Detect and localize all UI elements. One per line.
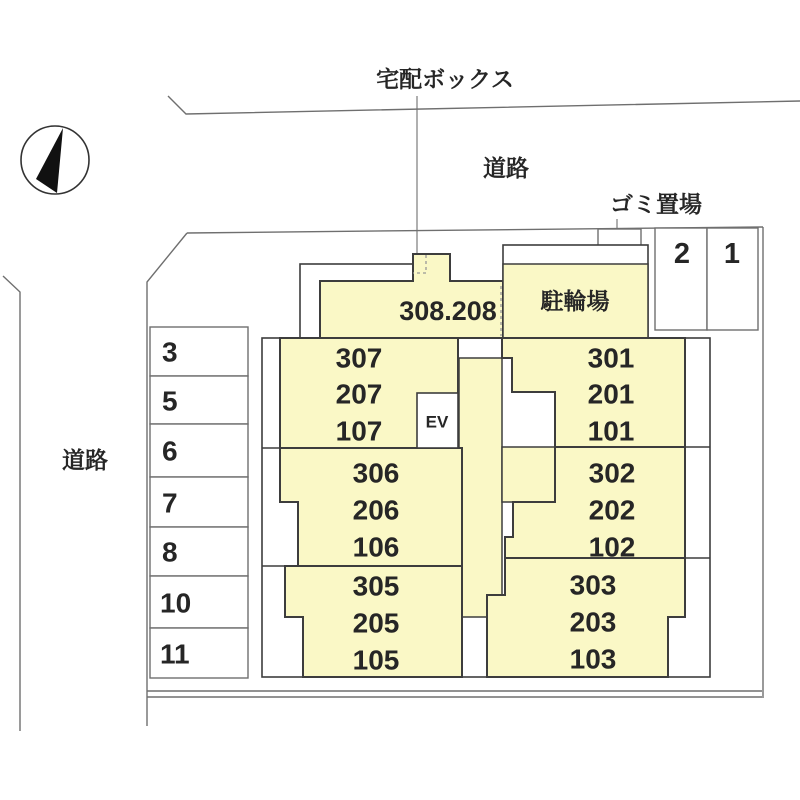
- parking-spot-number: 7: [162, 487, 178, 519]
- unit-number: 303: [569, 569, 617, 601]
- unit-number: 207: [335, 378, 383, 410]
- road-left-label: 道路: [62, 447, 108, 473]
- parking-area-right: [655, 228, 758, 330]
- unit-number: 205: [352, 607, 400, 639]
- corridor-core: [459, 358, 502, 617]
- unit-number: 301: [587, 342, 635, 374]
- delivery-box-label: 宅配ボックス: [376, 66, 514, 92]
- parking-spot-number: 8: [162, 536, 178, 568]
- unit-number: 105: [352, 644, 400, 676]
- parking-spot-number: 1: [723, 238, 741, 270]
- unit-number: 307: [335, 342, 383, 374]
- unit-number: 302: [588, 457, 636, 489]
- road-top-outer-line: [168, 96, 800, 114]
- unit-number: 101: [587, 415, 635, 447]
- road-top-label: 道路: [483, 155, 529, 181]
- unit-number: 206: [352, 494, 400, 526]
- unit-number: 202: [588, 494, 636, 526]
- parking-spot-number: 5: [162, 385, 178, 417]
- unit-number: 201: [587, 378, 635, 410]
- parking-spot-number: 3: [162, 336, 178, 368]
- road-left-outer-line: [3, 276, 20, 731]
- parking-area-left: [150, 327, 248, 678]
- unit-number: 203: [569, 606, 617, 638]
- parking-spot-number: 10: [160, 587, 192, 619]
- unit-number: 106: [352, 531, 400, 563]
- unit-number: 306: [352, 457, 400, 489]
- unit-number: 103: [569, 643, 617, 675]
- parking-spot-number: 6: [162, 435, 178, 467]
- north-compass: [21, 126, 89, 194]
- parking-spot-number: 11: [160, 638, 190, 670]
- bicycle-parking-label: 駐輪場: [540, 288, 610, 314]
- unit-number: 305: [352, 570, 400, 602]
- unit-number: 102: [588, 531, 636, 563]
- garbage-label: ゴミ置場: [610, 191, 702, 217]
- elevator-label: EV: [425, 412, 449, 432]
- unit-number: 107: [335, 415, 383, 447]
- unit-number-strip: 308.208: [399, 296, 497, 326]
- corridor-landing: [502, 447, 555, 502]
- parking-spot-number: 2: [673, 238, 691, 270]
